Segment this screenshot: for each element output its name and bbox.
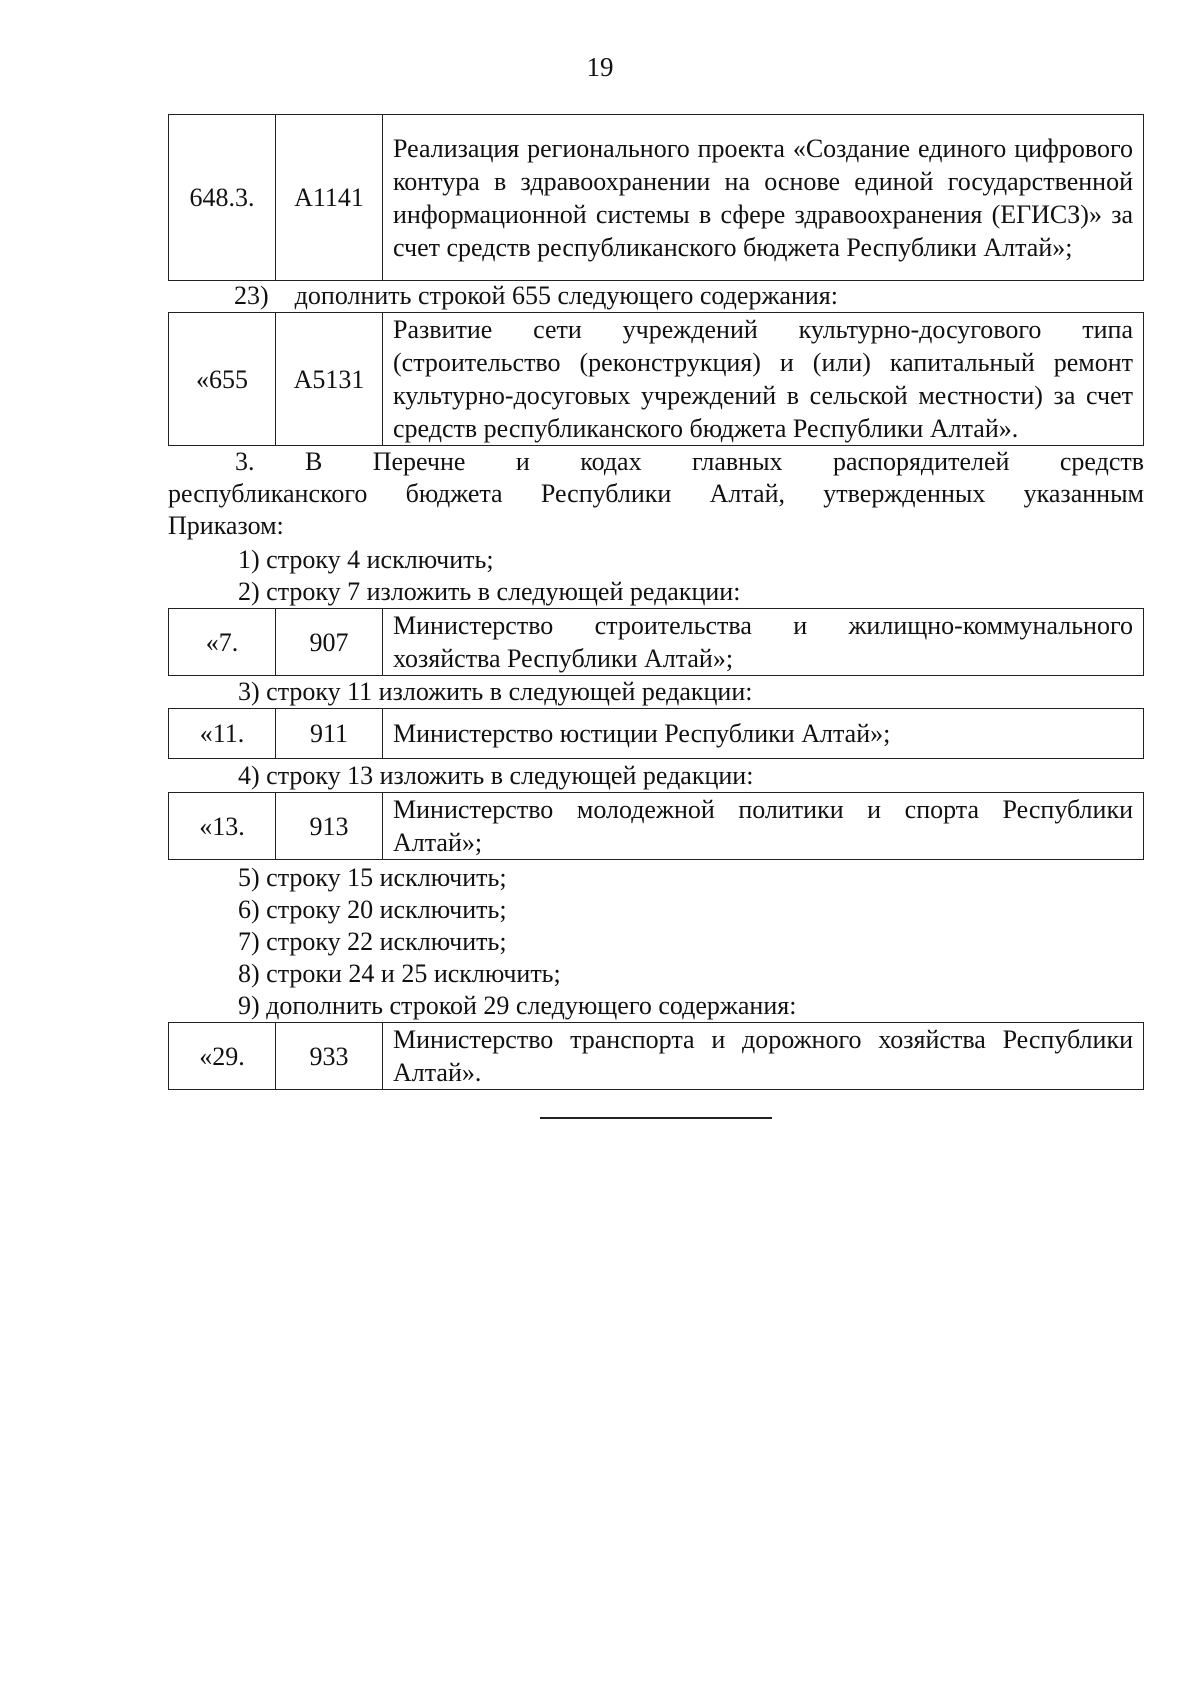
- list-item-number: 23): [234, 281, 269, 310]
- list-item-23: [234, 280, 838, 312]
- row-number: «29.: [169, 1023, 276, 1090]
- row-description: Министерство молодежной политики и спорта Республики Алтай»;: [383, 793, 1144, 860]
- list-item: 8) строки 24 и 25 исключить;: [238, 959, 561, 988]
- row-code: 933: [276, 1023, 383, 1090]
- list-item: 9) дополнить строкой 29 следующего содержания:: [238, 991, 797, 1020]
- list-item: 6) строку 20 исключить;: [238, 895, 507, 924]
- row-code: A5131: [276, 313, 383, 446]
- section-3-line-2: республиканского бюджета Республики Алтай, утвержденных указанным: [168, 479, 1144, 508]
- end-divider: [540, 1117, 772, 1119]
- row-number: «655: [169, 313, 276, 446]
- list-item: 1) строку 4 исключить;: [238, 545, 494, 574]
- list-item: 3) строку 11 изложить в следующей редакции:: [238, 677, 753, 706]
- row-description: Реализация регионального проекта «Создание единого цифрового контура в здравоохранении на основе единой государственной информационной системы в сфере здравоохранения (ЕГИСЗ)» за счет средств республиканского бюджета Республики Алтай»;: [383, 115, 1144, 281]
- row-code: 911: [276, 709, 383, 759]
- list-item: 2) строку 7 изложить в следующей редакции:: [238, 577, 741, 606]
- list-item: 7) строку 22 исключить;: [238, 927, 507, 956]
- row-number: «11.: [169, 709, 276, 759]
- row-description: Министерство строительства и жилищно-коммунального хозяйства Республики Алтай»;: [383, 609, 1144, 676]
- table-row-29: [168, 1022, 1144, 1090]
- table-row-655: [168, 312, 1144, 446]
- row-number: «13.: [169, 793, 276, 860]
- row-code: A1141: [276, 115, 383, 281]
- page-number: 19: [586, 52, 614, 82]
- section-3-line-1: 3. В Перечне и кодах главных распорядителей средств: [235, 447, 1144, 476]
- table-row-648-3: [168, 114, 1144, 281]
- section-3-line-3: Приказом:: [168, 511, 284, 540]
- list-item: 4) строку 13 изложить в следующей редакции:: [238, 761, 754, 790]
- table-row-7: [168, 608, 1144, 676]
- list-item: 5) строку 15 исключить;: [238, 863, 507, 892]
- row-code: 907: [276, 609, 383, 676]
- row-description: Министерство юстиции Республики Алтай»;: [383, 709, 1144, 759]
- row-description: Развитие сети учреждений культурно-досугового типа (строительство (реконструкция) и (или) капитальный ремонт культурно-досуговых учреждений в сельской местности) за счет средств республиканского бюджета Республики Алтай».: [383, 313, 1144, 446]
- row-number: «7.: [169, 609, 276, 676]
- row-description: Министерство транспорта и дорожного хозяйства Республики Алтай».: [383, 1023, 1144, 1090]
- row-number: 648.3.: [169, 115, 276, 281]
- row-code: 913: [276, 793, 383, 860]
- table-row-13: [168, 792, 1144, 860]
- list-item-text: дополнить строкой 655 следующего содержания:: [294, 281, 838, 310]
- table-row-11: [168, 708, 1144, 759]
